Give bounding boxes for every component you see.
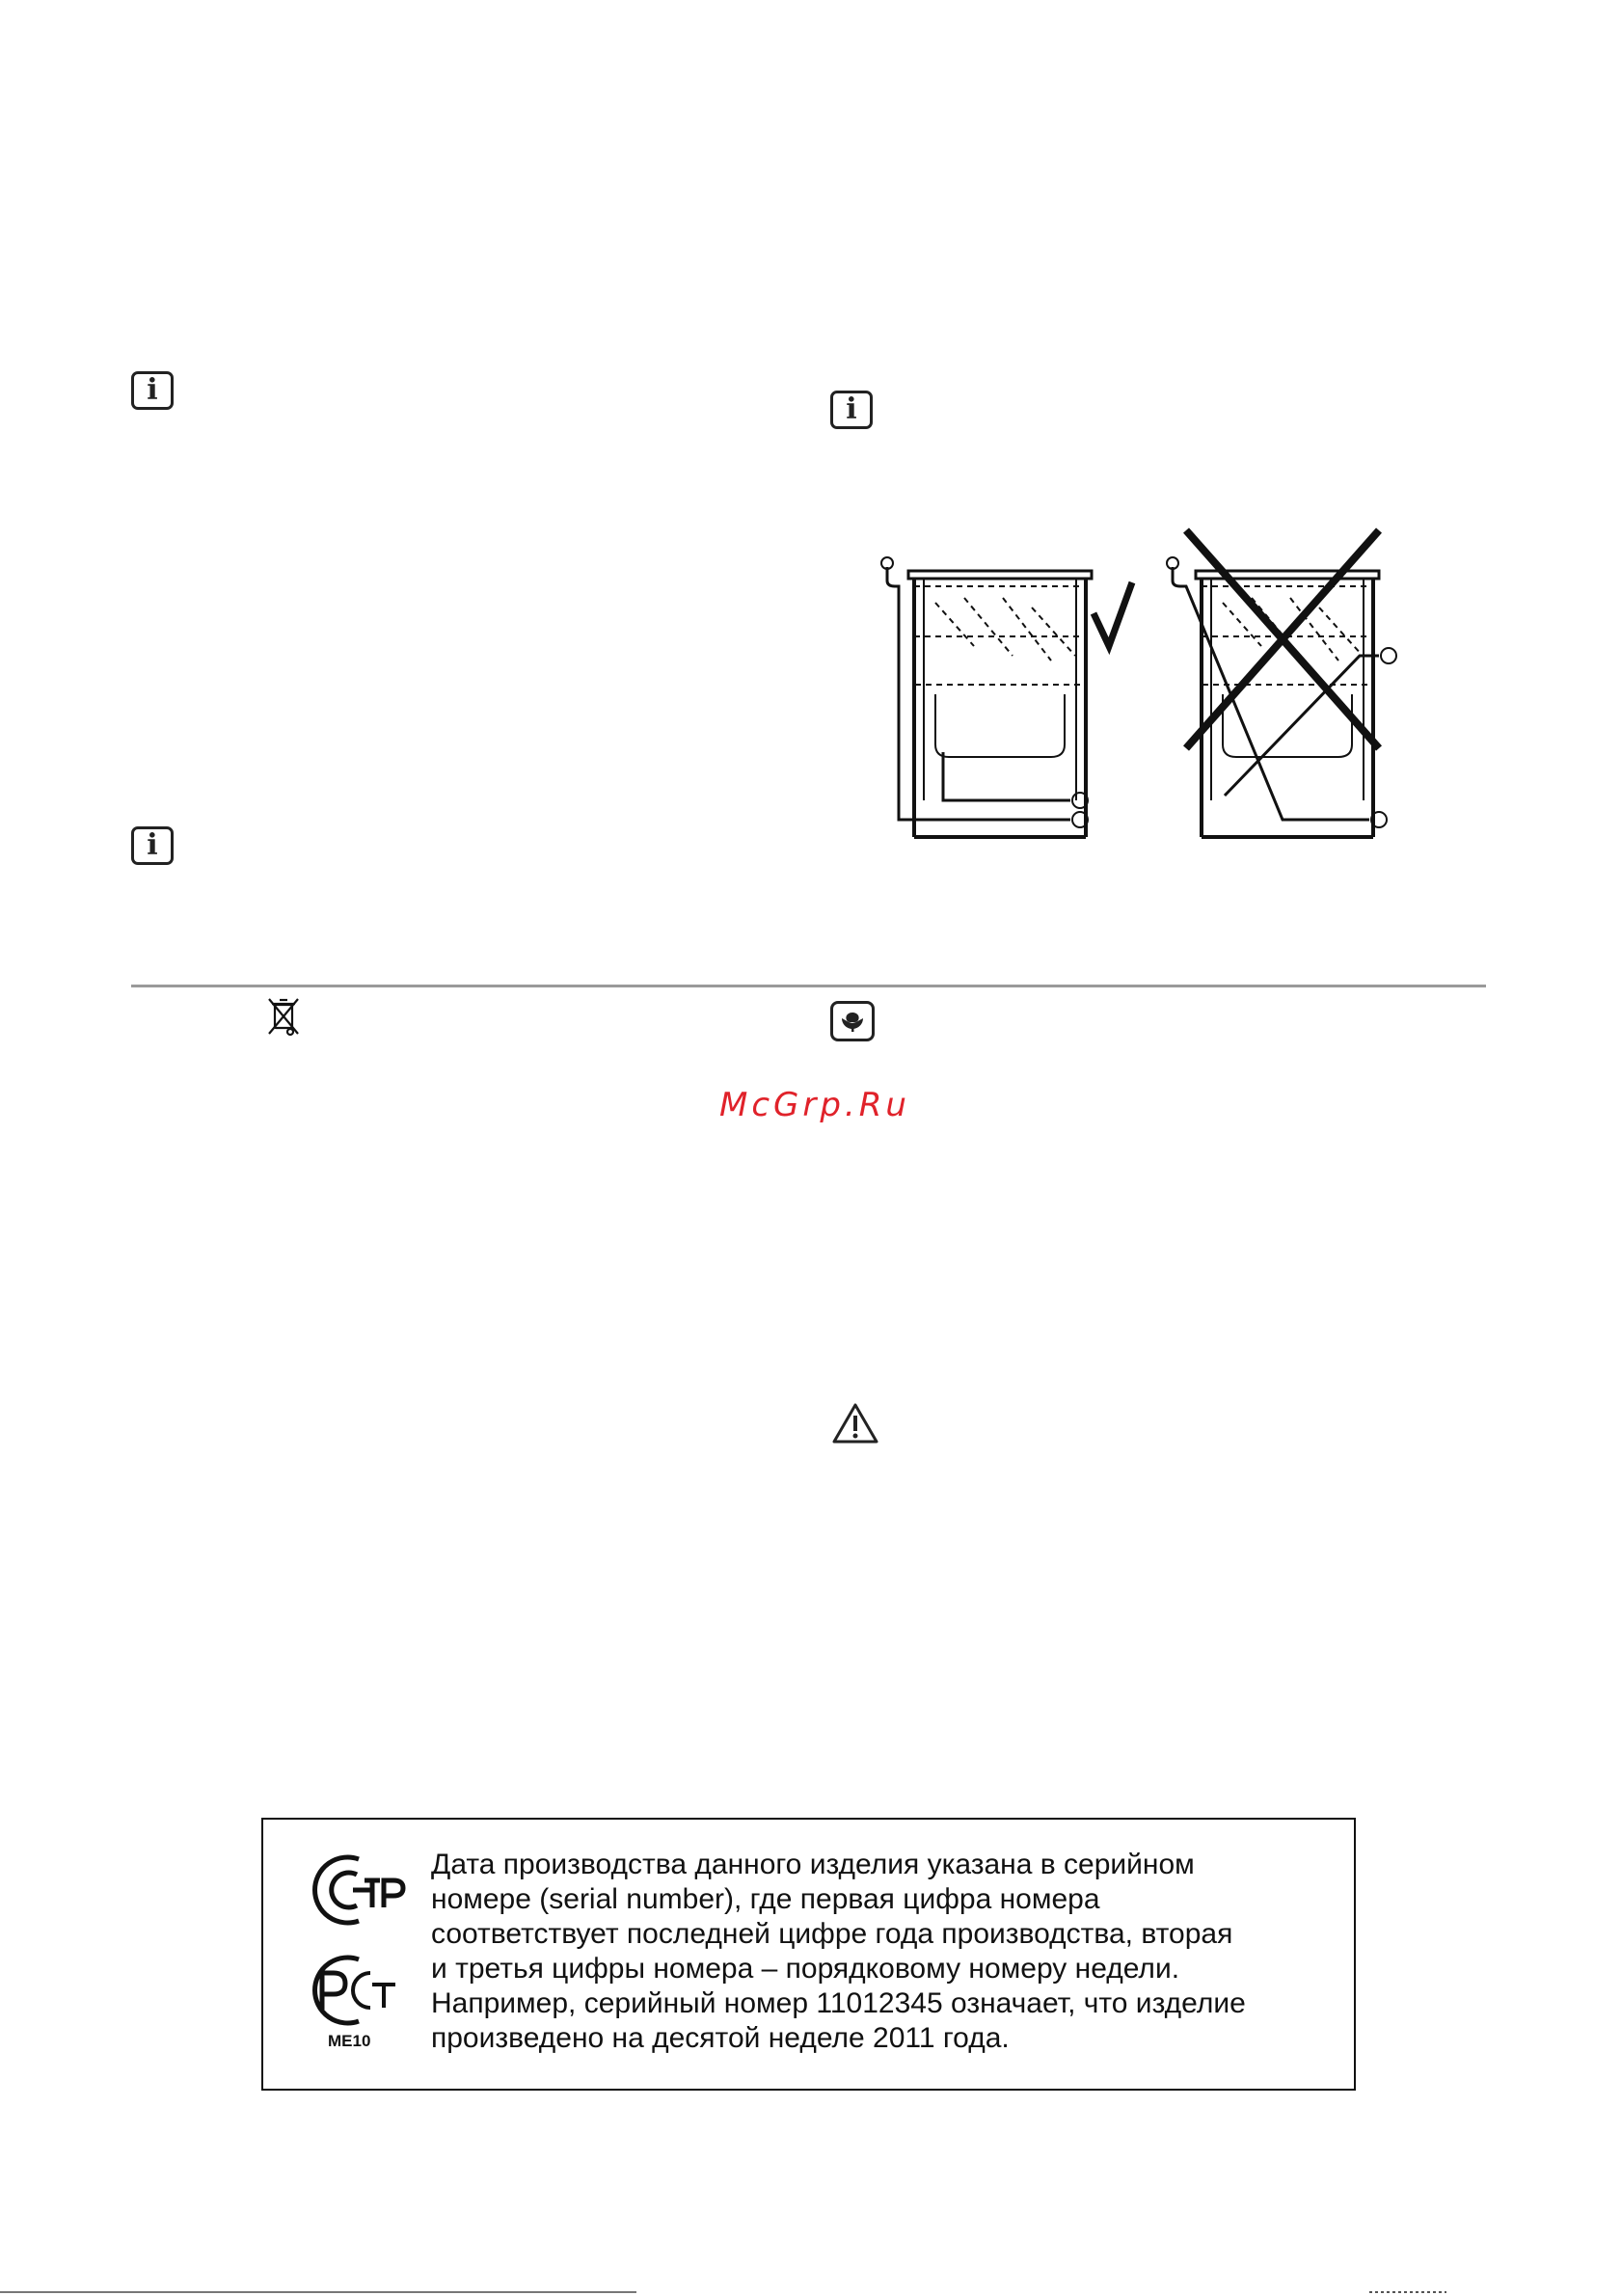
- cross-icon: [1186, 530, 1379, 748]
- section-divider: [131, 985, 1486, 987]
- certificate-line: и третья цифры номера – порядковому номеру недели.: [431, 1953, 1180, 1985]
- certificate-line: Например, серийный номер 11012345 означает, что изделие: [431, 1987, 1246, 2019]
- footer-rule-dotted: [1369, 2291, 1446, 2293]
- incorrect-installation-figure: [1167, 530, 1396, 837]
- certification-mark-icon: [303, 1952, 407, 2029]
- warning-triangle-icon: [831, 1401, 879, 1445]
- correct-installation-figure: [881, 557, 1132, 837]
- flower-glyph: [839, 1009, 866, 1034]
- checkmark-icon: [1094, 582, 1132, 646]
- info-icon: i: [131, 826, 174, 865]
- certificate-line: произведено на десятой неделе 2011 года.: [431, 2022, 1010, 2054]
- flower-icon: [830, 1001, 875, 1041]
- certificate-line: Дата производства данного изделия указана в серийном: [431, 1849, 1195, 1880]
- certificate-line: соответствует последней цифре года производства, вторая: [431, 1918, 1233, 1950]
- certificate-line: номере (serial number), где первая цифра номера: [431, 1883, 1100, 1915]
- info-icon: i: [830, 391, 873, 429]
- certificate-code: ME10: [328, 2032, 371, 2050]
- certification-mark-icon: [303, 1851, 407, 1929]
- footer-rule: [0, 2291, 636, 2293]
- watermark-text: McGrp.Ru: [719, 1086, 910, 1124]
- certificate-text: [431, 1848, 1337, 2056]
- info-icon: i: [131, 371, 174, 410]
- installation-diagram: [868, 521, 1446, 849]
- crossed-out-wheelie-bin-icon: [265, 995, 302, 1038]
